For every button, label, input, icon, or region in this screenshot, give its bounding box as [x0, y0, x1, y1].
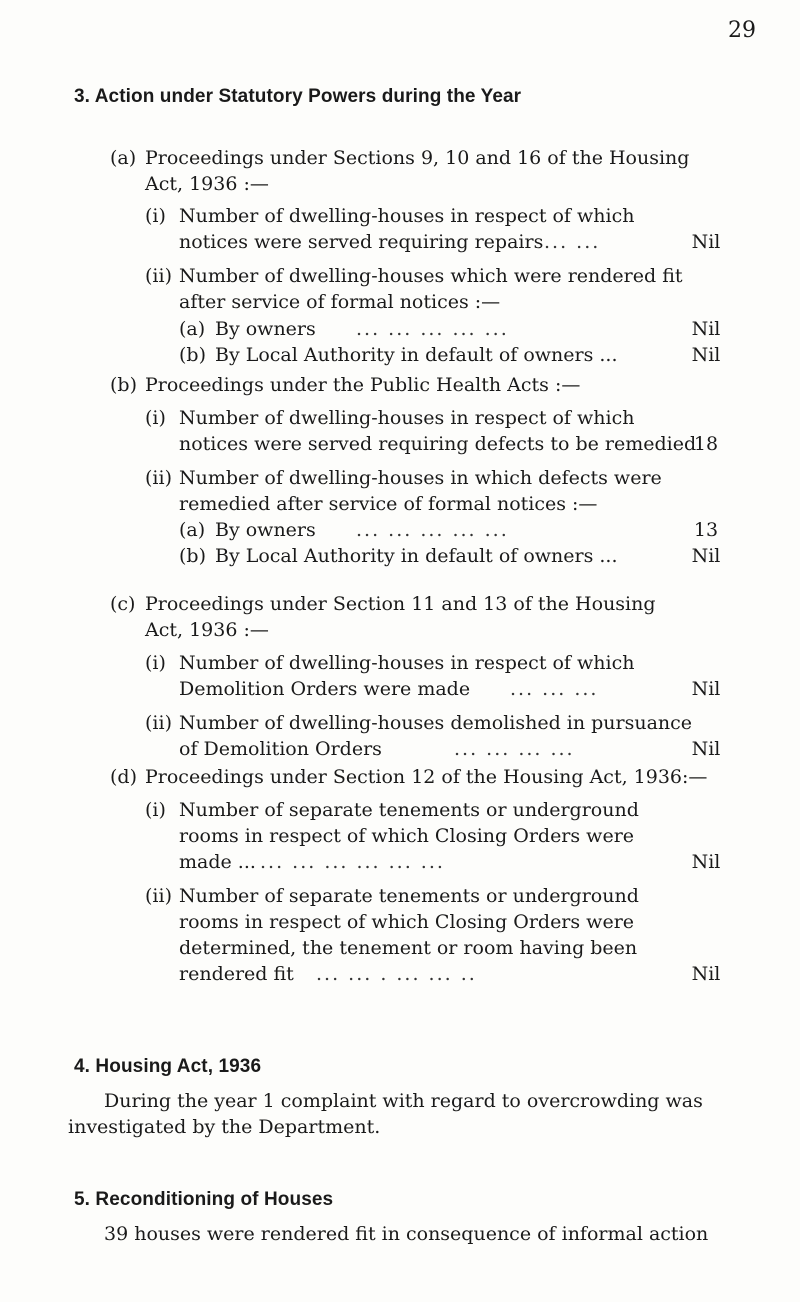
item-b-ii-b-text: By Local Authority in default of owners ... — [215, 545, 618, 567]
subsection-a-label: (a) — [110, 147, 137, 169]
item-a-ii-label: (ii) — [145, 265, 172, 287]
item-a-ii-a-value: Nil — [691, 318, 721, 340]
item-b-i-value: 18 — [693, 433, 719, 455]
item-c-ii-line1: Number of dwelling-houses demolished in pursuance — [179, 712, 693, 734]
section-4-line2: investigated by the Department. — [68, 1116, 381, 1138]
section-4-line1: During the year 1 complaint with regard to overcrowding was — [104, 1090, 703, 1112]
item-d-ii-value: Nil — [691, 963, 721, 985]
item-d-i-line2: rooms in respect of which Closing Orders were — [179, 825, 635, 847]
item-b-ii-line1: Number of dwelling-houses in which defects were — [179, 467, 662, 489]
item-b-ii-b-label: (b) — [179, 545, 206, 567]
section-5-heading: 5. Reconditioning of Houses — [74, 1189, 334, 1210]
item-b-ii-label: (ii) — [145, 467, 172, 489]
item-c-i-dots: ... ... ... — [510, 678, 599, 700]
item-c-ii-line2: of Demolition Orders — [179, 738, 382, 760]
item-a-ii-b-label: (b) — [179, 344, 206, 366]
subsection-a-line2: Act, 1936 :— — [145, 173, 269, 195]
item-a-i-dots: ... ... — [544, 231, 601, 253]
item-a-ii-a-label: (a) — [179, 318, 206, 340]
item-a-i-line1: Number of dwelling-houses in respect of which — [179, 205, 635, 227]
item-a-ii-b-value: Nil — [691, 344, 721, 366]
item-a-ii-a-dots: ... ... ... ... ... — [356, 318, 509, 340]
item-c-i-value: Nil — [691, 678, 721, 700]
item-b-ii-a-dots: ... ... ... ... ... — [356, 519, 509, 541]
item-c-i-label: (i) — [145, 652, 166, 674]
item-c-ii-label: (ii) — [145, 712, 172, 734]
item-a-i-label: (i) — [145, 205, 166, 227]
item-d-ii-line3: determined, the tenement or room having been — [179, 937, 638, 959]
subsection-a-line1: Proceedings under Sections 9, 10 and 16 of the Housing — [145, 147, 690, 169]
item-d-i-value: Nil — [691, 851, 721, 873]
item-d-ii-dots: ... ... . ... ... .. — [316, 963, 477, 985]
subsection-c-line1: Proceedings under Section 11 and 13 of the Housing — [145, 593, 656, 615]
item-a-ii-line1: Number of dwelling-houses which were rendered fit — [179, 265, 683, 287]
item-c-i-line2: Demolition Orders were made — [179, 678, 471, 700]
subsection-d-line1: Proceedings under Section 12 of the Housing Act, 1936:— — [145, 766, 708, 788]
item-b-i-label: (i) — [145, 407, 166, 429]
subsection-c-line2: Act, 1936 :— — [145, 619, 269, 641]
item-b-i-line2: notices were served requiring defects to be remedied — [179, 433, 697, 455]
item-b-ii-line2: remedied after service of formal notices :— — [179, 493, 598, 515]
section-4-heading: 4. Housing Act, 1936 — [74, 1056, 262, 1077]
item-b-ii-a-text: By owners — [215, 519, 316, 541]
item-d-i-line1: Number of separate tenements or underground — [179, 799, 639, 821]
item-d-i-line3: made ... — [179, 851, 256, 873]
subsection-c-label: (c) — [110, 593, 136, 615]
item-d-ii-label: (ii) — [145, 885, 172, 907]
item-d-i-label: (i) — [145, 799, 166, 821]
item-b-ii-b-value: Nil — [691, 545, 721, 567]
item-d-ii-line4: rendered fit — [179, 963, 294, 985]
subsection-b-label: (b) — [110, 374, 137, 396]
item-c-i-line1: Number of dwelling-houses in respect of which — [179, 652, 635, 674]
item-d-i-dots: ... ... ... ... ... ... — [260, 851, 445, 873]
item-a-ii-line2: after service of formal notices :— — [179, 291, 501, 313]
item-d-ii-line1: Number of separate tenements or underground — [179, 885, 639, 907]
subsection-b-line1: Proceedings under the Public Health Acts :— — [145, 374, 581, 396]
item-a-i-line2: notices were served requiring repairs — [179, 231, 544, 253]
item-a-i-value: Nil — [691, 231, 721, 253]
page-number: 29 — [728, 18, 756, 43]
section-5-line1: 39 houses were rendered fit in consequence of informal action — [104, 1223, 709, 1245]
item-b-i-line1: Number of dwelling-houses in respect of which — [179, 407, 635, 429]
item-c-ii-value: Nil — [691, 738, 721, 760]
item-b-ii-a-label: (a) — [179, 519, 206, 541]
item-a-ii-b-text: By Local Authority in default of owners ... — [215, 344, 618, 366]
item-b-ii-a-value: 13 — [693, 519, 719, 541]
item-a-ii-a-text: By owners — [215, 318, 316, 340]
section-3-heading: 3. Action under Statutory Powers during the Year — [74, 86, 522, 107]
item-d-ii-line2: rooms in respect of which Closing Orders were — [179, 911, 635, 933]
subsection-d-label: (d) — [110, 766, 137, 788]
item-c-ii-dots: ... ... ... ... — [454, 738, 575, 760]
